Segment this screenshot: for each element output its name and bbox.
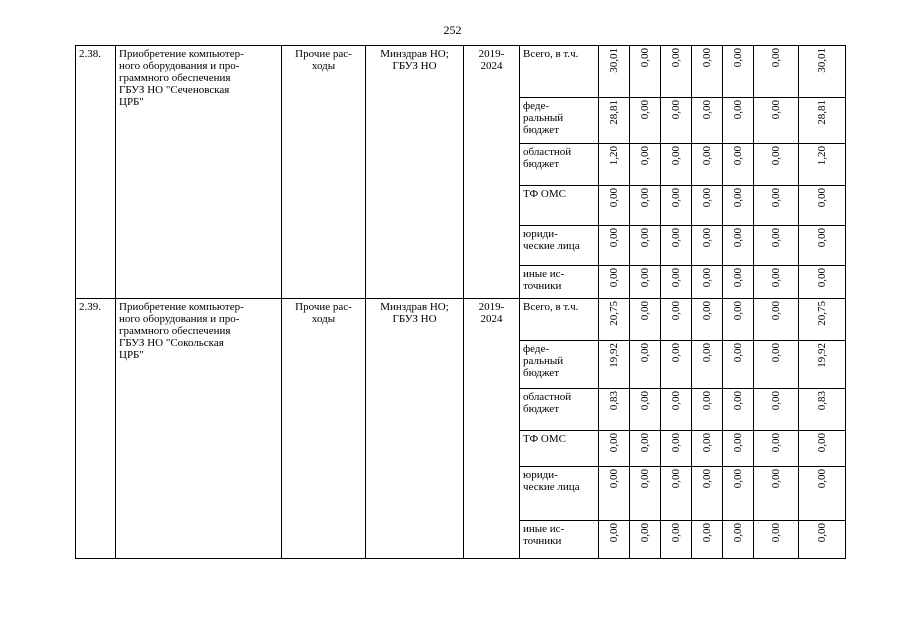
executor-line: Минздрав НО; <box>380 301 449 313</box>
value-cell <box>754 144 799 186</box>
value-text: 0,00 <box>731 268 744 288</box>
value-cell <box>692 521 723 559</box>
funding-source-line: ТФ ОМС <box>523 188 566 200</box>
page-number: 252 <box>443 23 462 37</box>
value-text: 0,00 <box>815 228 828 248</box>
value-text: 1,20 <box>607 146 620 166</box>
value-text: 0,00 <box>638 469 651 489</box>
funding-source-line: точники <box>523 280 562 292</box>
item-name-line: граммного обеспечения <box>119 325 231 337</box>
value-total-cell <box>799 389 846 431</box>
value-text: 0,00 <box>731 469 744 489</box>
value-cell <box>599 144 630 186</box>
value-text: 1,20 <box>815 146 828 166</box>
executor-line: ГБУЗ НО <box>392 60 437 72</box>
value-cell <box>630 46 661 98</box>
value-text: 0,00 <box>731 228 744 248</box>
value-cell <box>723 389 754 431</box>
value-text: 0,00 <box>700 100 713 120</box>
value-cell <box>661 98 692 144</box>
funding-source-line: областной <box>523 146 572 158</box>
value-cell <box>630 266 661 299</box>
expense-type-line: Прочие рас- <box>295 301 352 313</box>
funding-source <box>520 226 599 266</box>
value-cell <box>599 341 630 389</box>
funding-source-line: ТФ ОМС <box>523 433 566 445</box>
value-cell <box>692 266 723 299</box>
value-cell <box>630 341 661 389</box>
value-text: 0,00 <box>669 391 682 411</box>
value-text: 0,00 <box>638 146 651 166</box>
value-total-cell <box>799 341 846 389</box>
value-text: 0,00 <box>607 268 620 288</box>
value-cell <box>723 186 754 226</box>
value-text: 0,00 <box>700 48 713 68</box>
value-cell <box>661 521 692 559</box>
value-text: 0,00 <box>669 228 682 248</box>
value-cell <box>723 431 754 467</box>
funding-source <box>520 144 599 186</box>
funding-source-line: Всего, в т.ч. <box>523 48 579 60</box>
value-text: 20,75 <box>815 301 828 326</box>
value-cell <box>723 226 754 266</box>
value-cell <box>754 521 799 559</box>
value-cell <box>630 226 661 266</box>
value-text: 0,00 <box>700 268 713 288</box>
value-text: 0,00 <box>638 301 651 321</box>
value-cell <box>661 266 692 299</box>
value-total-cell <box>799 521 846 559</box>
value-text: 0,00 <box>815 433 828 453</box>
value-text: 0,00 <box>607 523 620 543</box>
item-name-line: ЦРБ" <box>119 96 144 108</box>
funding-source <box>520 389 599 431</box>
funding-source-line: бюджет <box>523 158 559 170</box>
value-text: 0,00 <box>769 48 782 68</box>
value-cell <box>723 266 754 299</box>
value-cell <box>754 186 799 226</box>
item-name-line: ГБУЗ НО "Сеченовская <box>119 84 230 96</box>
value-text: 0,00 <box>669 48 682 68</box>
value-text: 0,00 <box>607 228 620 248</box>
value-cell <box>599 467 630 521</box>
value-text: 0,00 <box>638 188 651 208</box>
value-cell <box>754 341 799 389</box>
item-name-line: ГБУЗ НО "Сокольская <box>119 337 224 349</box>
value-text: 0,00 <box>700 469 713 489</box>
value-text: 0,00 <box>731 433 744 453</box>
table-row <box>76 299 846 341</box>
value-cell <box>630 467 661 521</box>
value-text: 0,00 <box>731 343 744 363</box>
value-cell <box>692 299 723 341</box>
value-cell <box>723 299 754 341</box>
value-text: 0,00 <box>669 146 682 166</box>
value-text: 0,00 <box>769 228 782 248</box>
value-text: 0,00 <box>769 268 782 288</box>
value-text: 0,00 <box>731 146 744 166</box>
value-text: 0,00 <box>669 100 682 120</box>
executor <box>366 46 464 299</box>
value-cell <box>630 98 661 144</box>
funding-source-line: точники <box>523 535 562 547</box>
funding-source <box>520 521 599 559</box>
value-total-cell <box>799 144 846 186</box>
value-cell <box>630 389 661 431</box>
value-cell <box>723 144 754 186</box>
item-name-line: Приобретение компьютер- <box>119 301 244 313</box>
value-text: 0,00 <box>815 469 828 489</box>
funding-source <box>520 341 599 389</box>
value-text: 0,00 <box>731 391 744 411</box>
period-line: 2024 <box>480 60 503 72</box>
period-line: 2024 <box>480 313 503 325</box>
value-cell <box>599 186 630 226</box>
value-cell <box>692 226 723 266</box>
value-text: 0,00 <box>815 188 828 208</box>
value-text: 0,00 <box>700 228 713 248</box>
value-cell <box>661 226 692 266</box>
table-row <box>76 46 846 98</box>
value-text: 0,00 <box>669 301 682 321</box>
value-cell <box>692 467 723 521</box>
value-cell <box>692 186 723 226</box>
funding-source <box>520 266 599 299</box>
value-text: 0,00 <box>638 228 651 248</box>
item-name <box>116 299 282 559</box>
value-cell <box>692 144 723 186</box>
value-text: 0,00 <box>731 523 744 543</box>
funding-source-line: ральный <box>523 112 564 124</box>
value-cell <box>661 46 692 98</box>
value-text: 0,00 <box>700 301 713 321</box>
executor-line: Минздрав НО; <box>380 48 449 60</box>
funding-source-line: областной <box>523 391 572 403</box>
value-text: 0,00 <box>669 188 682 208</box>
value-text: 0,00 <box>731 48 744 68</box>
value-text: 0,00 <box>669 343 682 363</box>
value-text: 19,92 <box>607 343 620 368</box>
funding-source <box>520 46 599 98</box>
value-cell <box>630 186 661 226</box>
value-text: 0,00 <box>769 469 782 489</box>
value-text: 30,01 <box>815 48 828 73</box>
value-cell <box>599 266 630 299</box>
value-total-cell <box>799 266 846 299</box>
value-text: 0,00 <box>700 343 713 363</box>
value-text: 0,00 <box>638 100 651 120</box>
item-name <box>116 46 282 299</box>
value-cell <box>630 431 661 467</box>
value-cell <box>661 467 692 521</box>
value-text: 19,92 <box>815 343 828 368</box>
funding-source-line: феде- <box>523 100 550 112</box>
funding-source-line: феде- <box>523 343 550 355</box>
value-text: 0,00 <box>638 268 651 288</box>
value-text: 0,00 <box>700 188 713 208</box>
funding-source-line: иные ис- <box>523 523 565 535</box>
value-cell <box>754 46 799 98</box>
funding-source-line: бюджет <box>523 367 559 379</box>
value-total-cell <box>799 46 846 98</box>
value-cell <box>661 341 692 389</box>
value-text: 0,00 <box>769 343 782 363</box>
period <box>464 299 520 559</box>
value-text: 0,00 <box>638 343 651 363</box>
value-cell <box>630 299 661 341</box>
value-text: 0,83 <box>815 391 828 411</box>
value-cell <box>692 431 723 467</box>
value-text: 0,00 <box>769 433 782 453</box>
value-cell <box>692 46 723 98</box>
value-text: 0,00 <box>700 391 713 411</box>
period-line: 2019- <box>478 48 505 60</box>
value-total-cell <box>799 467 846 521</box>
item-name-line: ного оборудования и про- <box>119 313 240 325</box>
value-cell <box>692 389 723 431</box>
funding-source-line: ральный <box>523 355 564 367</box>
expense-type <box>282 299 366 559</box>
value-cell <box>599 389 630 431</box>
value-text: 30,01 <box>607 48 620 73</box>
funding-source-line: юриди- <box>523 228 558 240</box>
value-cell <box>754 266 799 299</box>
value-text: 0,00 <box>669 433 682 453</box>
value-cell <box>661 431 692 467</box>
expense-type-line: ходы <box>311 60 336 72</box>
value-text: 0,00 <box>700 523 713 543</box>
funding-source-line: иные ис- <box>523 268 565 280</box>
value-total-cell <box>799 299 846 341</box>
value-cell <box>599 431 630 467</box>
value-cell <box>599 98 630 144</box>
value-cell <box>754 98 799 144</box>
value-cell <box>599 299 630 341</box>
expense-type <box>282 46 366 299</box>
funding-source-line: бюджет <box>523 124 559 136</box>
value-text: 28,81 <box>815 100 828 125</box>
value-text: 0,00 <box>769 188 782 208</box>
value-text: 0,00 <box>607 433 620 453</box>
item-name-line: граммного обеспечения <box>119 72 231 84</box>
value-cell <box>661 186 692 226</box>
funding-source <box>520 467 599 521</box>
value-cell <box>599 46 630 98</box>
value-text: 0,00 <box>769 301 782 321</box>
executor-line: ГБУЗ НО <box>392 313 437 325</box>
value-cell <box>599 521 630 559</box>
value-cell <box>661 389 692 431</box>
item-number: 2.39. <box>76 299 116 559</box>
executor <box>366 299 464 559</box>
value-text: 0,00 <box>700 146 713 166</box>
value-text: 0,00 <box>731 188 744 208</box>
value-text: 0,00 <box>769 100 782 120</box>
value-total-cell <box>799 226 846 266</box>
funding-source-line: Всего, в т.ч. <box>523 301 579 313</box>
value-cell <box>661 144 692 186</box>
value-cell <box>754 467 799 521</box>
value-text: 0,00 <box>815 268 828 288</box>
item-name-line: ЦРБ" <box>119 349 144 361</box>
value-text: 0,00 <box>731 100 744 120</box>
value-text: 0,00 <box>638 48 651 68</box>
value-text: 0,83 <box>607 391 620 411</box>
value-text: 0,00 <box>731 301 744 321</box>
value-cell <box>599 226 630 266</box>
expense-type-line: ходы <box>311 313 336 325</box>
value-cell <box>723 46 754 98</box>
item-name-line: Приобретение компьютер- <box>119 48 244 60</box>
funding-source-line: ческие лица <box>523 240 580 252</box>
item-number: 2.38. <box>76 46 116 299</box>
funding-source <box>520 431 599 467</box>
period-line: 2019- <box>478 301 505 313</box>
value-cell <box>754 226 799 266</box>
funding-source <box>520 299 599 341</box>
value-cell <box>754 431 799 467</box>
value-text: 0,00 <box>669 469 682 489</box>
budget-table <box>75 45 846 559</box>
value-cell <box>661 299 692 341</box>
value-text: 0,00 <box>815 523 828 543</box>
value-cell <box>692 341 723 389</box>
value-text: 0,00 <box>669 523 682 543</box>
value-text: 0,00 <box>607 188 620 208</box>
value-cell <box>723 98 754 144</box>
funding-source <box>520 98 599 144</box>
value-cell <box>630 144 661 186</box>
value-text: 0,00 <box>769 523 782 543</box>
value-total-cell <box>799 431 846 467</box>
value-text: 20,75 <box>607 301 620 326</box>
value-cell <box>723 521 754 559</box>
value-cell <box>630 521 661 559</box>
funding-source-line: бюджет <box>523 403 559 415</box>
value-text: 28,81 <box>607 100 620 125</box>
funding-source-line: ческие лица <box>523 481 580 493</box>
expense-type-line: Прочие рас- <box>295 48 352 60</box>
value-text: 0,00 <box>638 523 651 543</box>
funding-source-line: юриди- <box>523 469 558 481</box>
value-text: 0,00 <box>638 391 651 411</box>
value-cell <box>692 98 723 144</box>
value-cell <box>723 341 754 389</box>
value-text: 0,00 <box>607 469 620 489</box>
value-text: 0,00 <box>669 268 682 288</box>
value-cell <box>723 467 754 521</box>
value-total-cell <box>799 186 846 226</box>
period <box>464 46 520 299</box>
value-text: 0,00 <box>638 433 651 453</box>
value-text: 0,00 <box>769 391 782 411</box>
value-cell <box>754 299 799 341</box>
value-total-cell <box>799 98 846 144</box>
funding-source <box>520 186 599 226</box>
item-name-line: ного оборудования и про- <box>119 60 240 72</box>
value-text: 0,00 <box>700 433 713 453</box>
value-text: 0,00 <box>769 146 782 166</box>
value-cell <box>754 389 799 431</box>
